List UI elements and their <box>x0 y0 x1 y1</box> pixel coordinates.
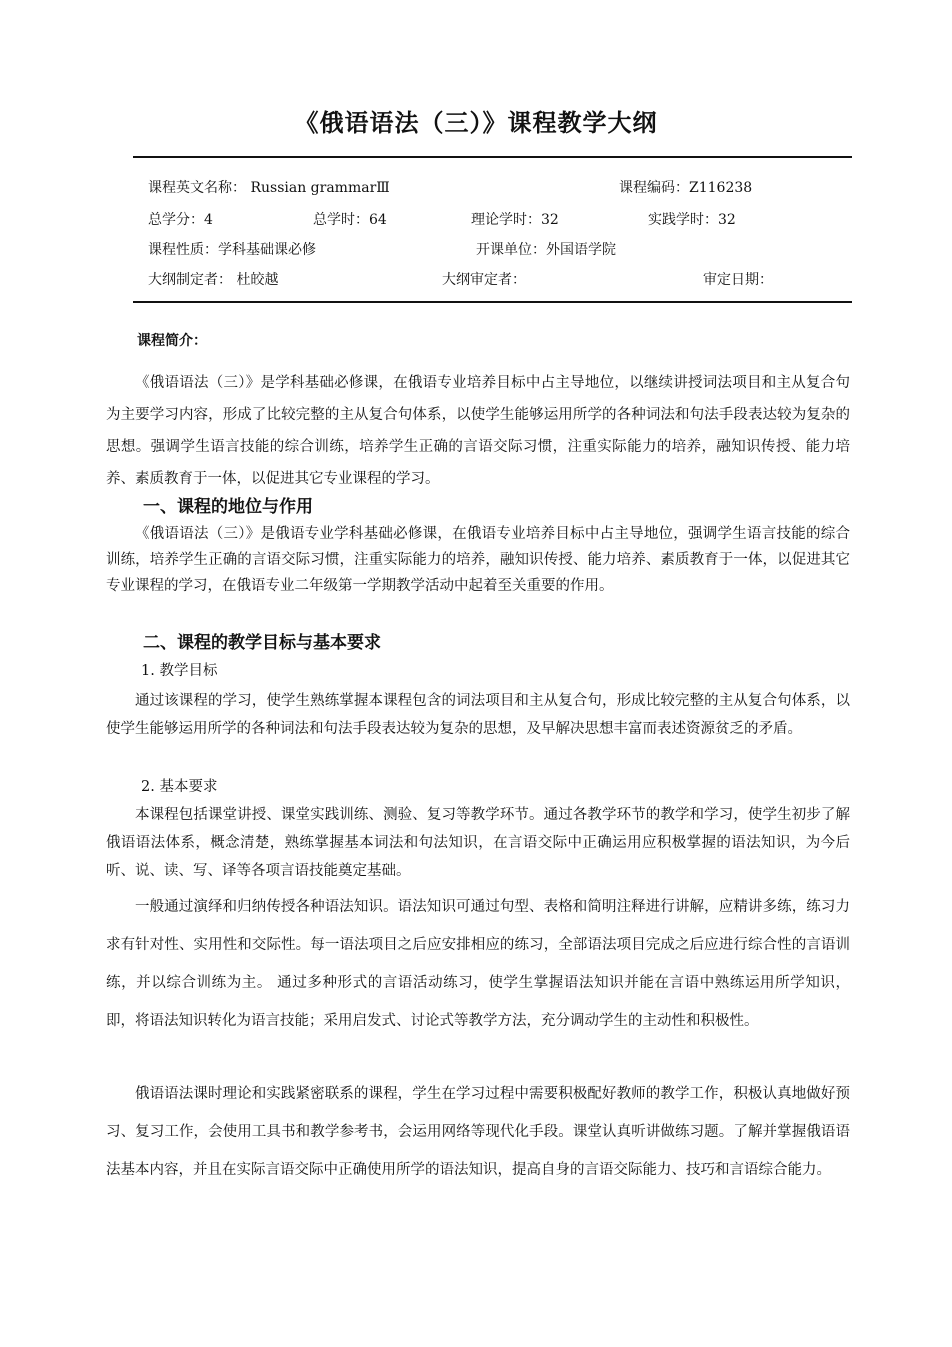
info-total-credits: 总学分：4 <box>148 212 213 228</box>
header-bottom-rule <box>133 301 852 303</box>
info-author: 大纲制定者： 杜皎越 <box>148 272 279 288</box>
info-english-name: 课程英文名称： Russian grammarⅢ <box>148 180 390 196</box>
info-theory-hours: 理论学时：32 <box>471 212 559 228</box>
info-review-date: 审定日期： <box>703 272 773 288</box>
requirements-paragraph-1: 本课程包括课堂讲授、课堂实践训练、测验、复习等教学环节。通过各教学环节的教学和学习，使学生初步了解俄语语法体系，概念清楚，熟练掌握基本词法和句法知识，在言语交际中正确运用应积极掌握的语法知识，为今后听、说、读、写、译等各项言语技能奠定基础。 <box>106 807 850 879</box>
teaching-goals-paragraph: 通过该课程的学习，使学生熟练掌握本课程包含的词法项目和主从复合句，形成比较完整的主从复合句体系，以使学生能够运用所学的各种词法和句法手段表达较为复杂的思想，及早解决思想丰富而表述资源贫乏的矛盾。 <box>106 693 850 737</box>
subsection-basic-requirements: 2. 基本要求 <box>141 779 218 795</box>
info-course-nature: 课程性质：学科基础课必修 <box>148 242 316 258</box>
section1-heading: 一、课程的地位与作用 <box>143 497 313 517</box>
intro-heading: 课程简介： <box>137 333 207 349</box>
info-total-hours: 总学时：64 <box>313 212 387 228</box>
requirements-paragraph-3: 俄语语法课时理论和实践紧密联系的课程，学生在学习过程中需要积极配好教师的教学工作，积极认真地做好预习、复习工作，会使用工具书和教学参考书，会运用网络等现代化手段。课堂认真听讲做练习题。了解并掌握俄语语法基本内容，并且在实际言语交际中正确使用所学的语法知识，提高自身的言语交际能力、技巧和言语综合能力。 <box>106 1086 850 1178</box>
section1-paragraph: 《俄语语法（三）》是俄语专业学科基础必修课，在俄语专业培养目标中占主导地位，强调学生语言技能的综合训练，培养学生正确的言语交际习惯，注重实际能力的培养，融知识传授、能力培养、素质教育于一体，以促进其它专业课程的学习，在俄语专业二年级第一学期教学活动中起着至关重要的作用。 <box>106 526 850 594</box>
section2-heading: 二、课程的教学目标与基本要求 <box>143 633 381 653</box>
info-department: 开课单位：外国语学院 <box>476 242 616 258</box>
header-top-rule <box>133 156 852 158</box>
subsection-teaching-goals: 1. 教学目标 <box>141 663 218 679</box>
info-course-code: 课程编码：Z116238 <box>619 180 753 196</box>
intro-paragraph: 《俄语语法（三）》是学科基础必修课，在俄语专业培养目标中占主导地位，以继续讲授词法项目和主从复合句为主要学习内容，形成了比较完整的主从复合句体系，以使学生能够运用所学的各种词法和句法手段表达较为复杂的思想。强调学生语言技能的综合训练，培养学生正确的言语交际习惯，注重实际能力的培养，融知识传授、能力培养、素质教育于一体，以促进其它专业课程的学习。 <box>106 375 850 487</box>
info-practice-hours: 实践学时：32 <box>648 212 736 228</box>
requirements-paragraph-2: 一般通过演绎和归纳传授各种语法知识。语法知识可通过句型、表格和简明注释进行讲解，应精讲多练，练习力求有针对性、实用性和交际性。每一语法项目之后应安排相应的练习，全部语法项目完成之后应进行综合性的言语训练，并以综合训练为主。 通过多种形式的言语活动练习，使学生掌握语法知识并能在言语中熟练运用所学知识，即，将语法知识转化为语言技能；采用启发式、讨论式等教学方法，充分调动学生的主动性和积极性。 <box>106 899 850 1029</box>
info-reviewer: 大纲审定者： <box>442 272 526 288</box>
document-title: 《俄语语法（三）》课程教学大纲 <box>294 109 658 137</box>
